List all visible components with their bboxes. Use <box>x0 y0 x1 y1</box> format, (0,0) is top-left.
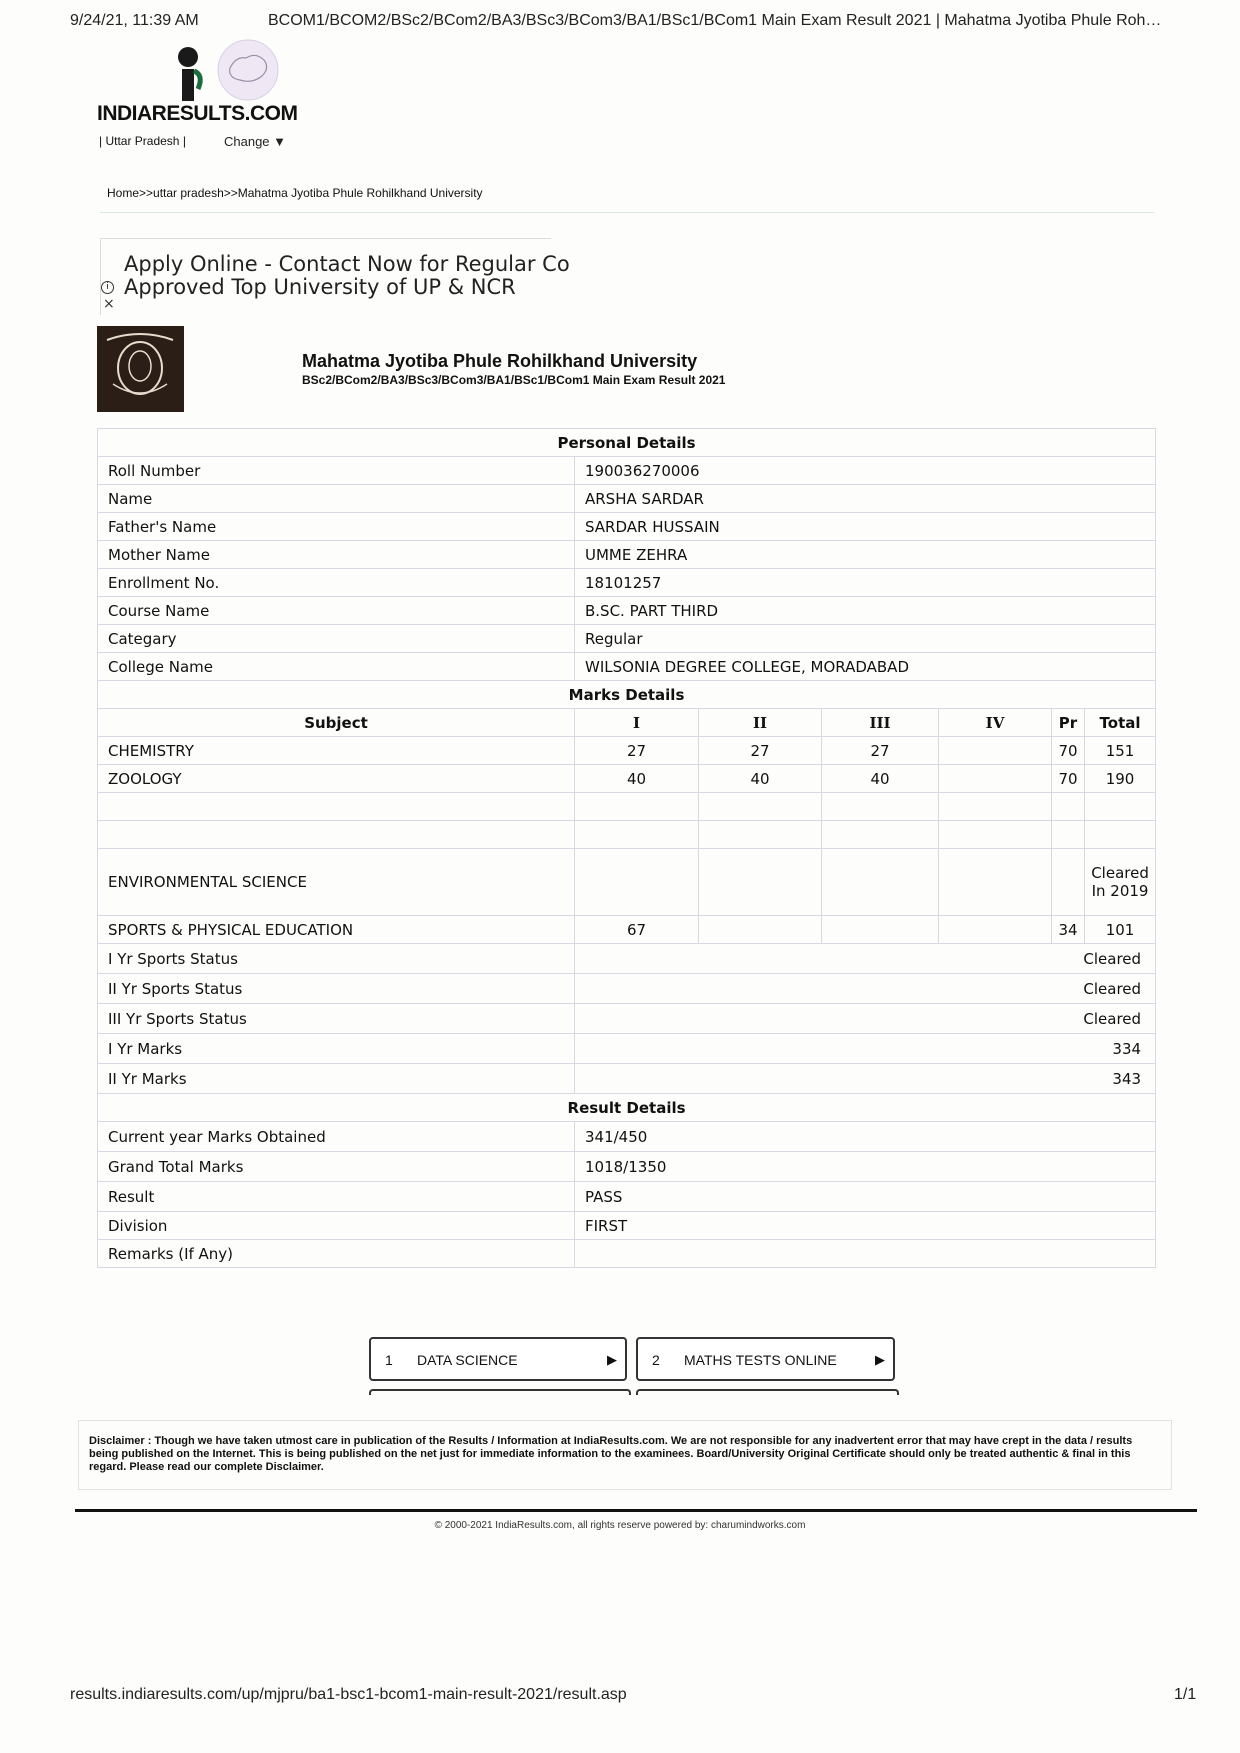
paper-i-marks: 27 <box>575 737 699 765</box>
table-row <box>98 653 1156 681</box>
result-subtitle: BSc2/BCom2/BA3/BSc3/BCom3/BA1/BSc1/BCom1 Main Exam Result 2021 <box>302 373 726 387</box>
year-marks-label: II Yr Marks <box>98 1064 575 1094</box>
up-map-icon <box>216 38 280 102</box>
table-row <box>98 513 1156 541</box>
year-marks-value: 334 <box>575 1034 1156 1064</box>
sports-status-label: III Yr Sports Status <box>98 1004 575 1034</box>
total-marks: Cleared In 2019 <box>1085 849 1156 916</box>
paper-iv-marks <box>939 793 1052 821</box>
grand-total-label: Grand Total Marks <box>98 1152 575 1182</box>
roll-number-label: Roll Number <box>98 457 575 485</box>
divider <box>100 212 1154 213</box>
practical-marks <box>1052 849 1085 916</box>
column-header-iii: III <box>822 709 939 737</box>
father-name-value: SARDAR HUSSAIN <box>575 513 1156 541</box>
breadcrumb-university[interactable]: Mahatma Jyotiba Phule Rohilkhand University <box>237 186 483 200</box>
course-name-label: Course Name <box>98 597 575 625</box>
subject-name: ENVIRONMENTAL SCIENCE <box>98 849 575 916</box>
paper-ii-marks <box>699 821 822 849</box>
total-marks: 101 <box>1085 916 1156 944</box>
breadcrumb <box>107 186 483 200</box>
print-page-number: 1/1 <box>1174 1686 1197 1703</box>
result-value: PASS <box>575 1182 1156 1212</box>
division-label: Division <box>98 1212 575 1240</box>
paper-ii-marks <box>699 793 822 821</box>
maths-tests-button[interactable] <box>636 1337 895 1381</box>
state-label: | Uttar Pradesh | <box>99 134 186 148</box>
sports-status-label: I Yr Sports Status <box>98 944 575 974</box>
marks-header-row <box>98 709 1156 737</box>
paper-iii-marks: 27 <box>822 737 939 765</box>
column-header-pr: Pr <box>1052 709 1085 737</box>
footer-divider <box>75 1509 1197 1512</box>
year-marks-label: I Yr Marks <box>98 1034 575 1064</box>
table-row <box>98 457 1156 485</box>
university-logo <box>97 326 184 412</box>
total-marks: 151 <box>1085 737 1156 765</box>
paper-iv-marks <box>939 737 1052 765</box>
practical-marks: 34 <box>1052 916 1085 944</box>
button-label: DATA SCIENCE <box>417 1352 518 1368</box>
table-row <box>98 974 1156 1004</box>
college-name-label: College Name <box>98 653 575 681</box>
practical-marks: 70 <box>1052 737 1085 765</box>
paper-i-marks <box>575 849 699 916</box>
enrollment-value: 18101257 <box>575 569 1156 597</box>
sports-status-value: Cleared <box>575 944 1156 974</box>
sports-status-label: II Yr Sports Status <box>98 974 575 1004</box>
column-header-total: Total <box>1085 709 1156 737</box>
ad-line-2[interactable]: Approved Top University of UP & NCR <box>124 275 516 299</box>
paper-iv-marks <box>939 916 1052 944</box>
name-value: ARSHA SARDAR <box>575 485 1156 513</box>
paper-ii-marks <box>699 849 822 916</box>
grand-total-value: 1018/1350 <box>575 1152 1156 1182</box>
result-table <box>97 428 1156 1268</box>
play-arrow-icon: ▶ <box>607 1352 617 1367</box>
table-row <box>98 1182 1156 1212</box>
table-row <box>98 849 1156 916</box>
university-name: Mahatma Jyotiba Phule Rohilkhand University <box>302 351 698 371</box>
column-header-i: I <box>575 709 699 737</box>
subject-name: SPORTS & PHYSICAL EDUCATION <box>98 916 575 944</box>
site-logo-text[interactable]: INDIARESULTS.COM <box>97 102 298 125</box>
paper-ii-marks: 40 <box>699 765 822 793</box>
practical-marks: 70 <box>1052 765 1085 793</box>
breadcrumb-state[interactable]: uttar pradesh <box>153 186 224 200</box>
subject-name <box>98 821 575 849</box>
button-shadow <box>369 1389 631 1395</box>
college-name-value: WILSONIA DEGREE COLLEGE, MORADABAD <box>575 653 1156 681</box>
table-row <box>98 1212 1156 1240</box>
table-row <box>98 737 1156 765</box>
print-page-title: BCOM1/BCOM2/BSc2/BCom2/BA3/BSc3/BCom3/BA1/BSc1/BCom1 Main Exam Result 2021 | Mahatma Jyotiba Phule Roh… <box>268 12 1162 29</box>
ad-close-icon[interactable]: × <box>103 296 115 312</box>
remarks-label: Remarks (If Any) <box>98 1240 575 1268</box>
sports-status-value: Cleared <box>575 974 1156 1004</box>
current-marks-value: 341/450 <box>575 1122 1156 1152</box>
marks-details-heading: Marks Details <box>98 681 1156 709</box>
table-row <box>98 1034 1156 1064</box>
table-row <box>98 1240 1156 1268</box>
button-number: 1 <box>385 1352 393 1368</box>
paper-iii-marks <box>822 793 939 821</box>
practical-marks <box>1052 793 1085 821</box>
print-url: results.indiaresults.com/up/mjpru/ba1-bsc1-bcom1-main-result-2021/result.asp <box>70 1686 627 1703</box>
paper-i-marks: 40 <box>575 765 699 793</box>
current-marks-label: Current year Marks Obtained <box>98 1122 575 1152</box>
paper-iii-marks <box>822 821 939 849</box>
father-name-label: Father's Name <box>98 513 575 541</box>
paper-iv-marks <box>939 849 1052 916</box>
table-row <box>98 916 1156 944</box>
category-label: Categary <box>98 625 575 653</box>
table-row <box>98 1064 1156 1094</box>
paper-iii-marks: 40 <box>822 765 939 793</box>
division-value: FIRST <box>575 1212 1156 1240</box>
column-header-subject: Subject <box>98 709 575 737</box>
table-row <box>98 1122 1156 1152</box>
column-header-iv: IV <box>939 709 1052 737</box>
breadcrumb-separator: >> <box>139 186 154 200</box>
breadcrumb-home[interactable]: Home <box>107 186 140 200</box>
practical-marks <box>1052 821 1085 849</box>
site-logo-figure-icon <box>168 45 208 105</box>
paper-i-marks: 67 <box>575 916 699 944</box>
button-label: MATHS TESTS ONLINE <box>684 1352 837 1368</box>
table-row <box>98 569 1156 597</box>
paper-iii-marks <box>822 849 939 916</box>
paper-iv-marks <box>939 821 1052 849</box>
table-row <box>98 821 1156 849</box>
remarks-value <box>575 1240 1156 1268</box>
button-number: 2 <box>652 1352 660 1368</box>
course-name-value: B.SC. PART THIRD <box>575 597 1156 625</box>
table-row <box>98 597 1156 625</box>
total-marks <box>1085 793 1156 821</box>
total-marks: 190 <box>1085 765 1156 793</box>
name-label: Name <box>98 485 575 513</box>
table-row <box>98 1152 1156 1182</box>
copyright: © 2000-2021 IndiaResults.com, all rights reserve powered by: charumindworks.com <box>434 1520 806 1531</box>
subject-name: CHEMISTRY <box>98 737 575 765</box>
data-science-button[interactable] <box>369 1337 627 1381</box>
subject-name <box>98 793 575 821</box>
paper-ii-marks <box>699 916 822 944</box>
ad-info-icon[interactable]: i <box>101 281 114 294</box>
result-label: Result <box>98 1182 575 1212</box>
table-row <box>98 485 1156 513</box>
enrollment-label: Enrollment No. <box>98 569 575 597</box>
paper-i-marks <box>575 821 699 849</box>
year-marks-value: 343 <box>575 1064 1156 1094</box>
category-value: Regular <box>575 625 1156 653</box>
table-row <box>98 944 1156 974</box>
print-datetime: 9/24/21, 11:39 AM <box>70 12 199 29</box>
result-details-heading: Result Details <box>98 1094 1156 1122</box>
table-row <box>98 793 1156 821</box>
table-row <box>98 541 1156 569</box>
disclaimer: Disclaimer : Though we have taken utmost care in publication of the Results / Information at IndiaResults.com. We are not responsible for any inadvertent error that may have crept in the data / results being published on the Internet. This is being published on the net just for immediate information to the examinees. Board/University Original Certificate should only be treated authentic & final in this regard. Please read our complete Disclaimer. <box>78 1420 1172 1490</box>
paper-i-marks <box>575 793 699 821</box>
roll-number-value: 190036270006 <box>575 457 1156 485</box>
paper-iii-marks <box>822 916 939 944</box>
column-header-ii: II <box>699 709 822 737</box>
mother-name-label: Mother Name <box>98 541 575 569</box>
table-row <box>98 1004 1156 1034</box>
ad-line-1[interactable]: Apply Online - Contact Now for Regular Co <box>124 252 570 276</box>
mother-name-value: UMME ZEHRA <box>575 541 1156 569</box>
table-row <box>98 765 1156 793</box>
personal-details-heading: Personal Details <box>98 429 1156 457</box>
breadcrumb-separator: >> <box>223 186 238 200</box>
table-row <box>98 625 1156 653</box>
sports-status-value: Cleared <box>575 1004 1156 1034</box>
play-arrow-icon: ▶ <box>875 1352 885 1367</box>
subject-name: ZOOLOGY <box>98 765 575 793</box>
change-state-link[interactable]: Change ▼ <box>224 134 287 149</box>
paper-iv-marks <box>939 765 1052 793</box>
button-shadow <box>636 1389 899 1395</box>
paper-ii-marks: 27 <box>699 737 822 765</box>
total-marks <box>1085 821 1156 849</box>
